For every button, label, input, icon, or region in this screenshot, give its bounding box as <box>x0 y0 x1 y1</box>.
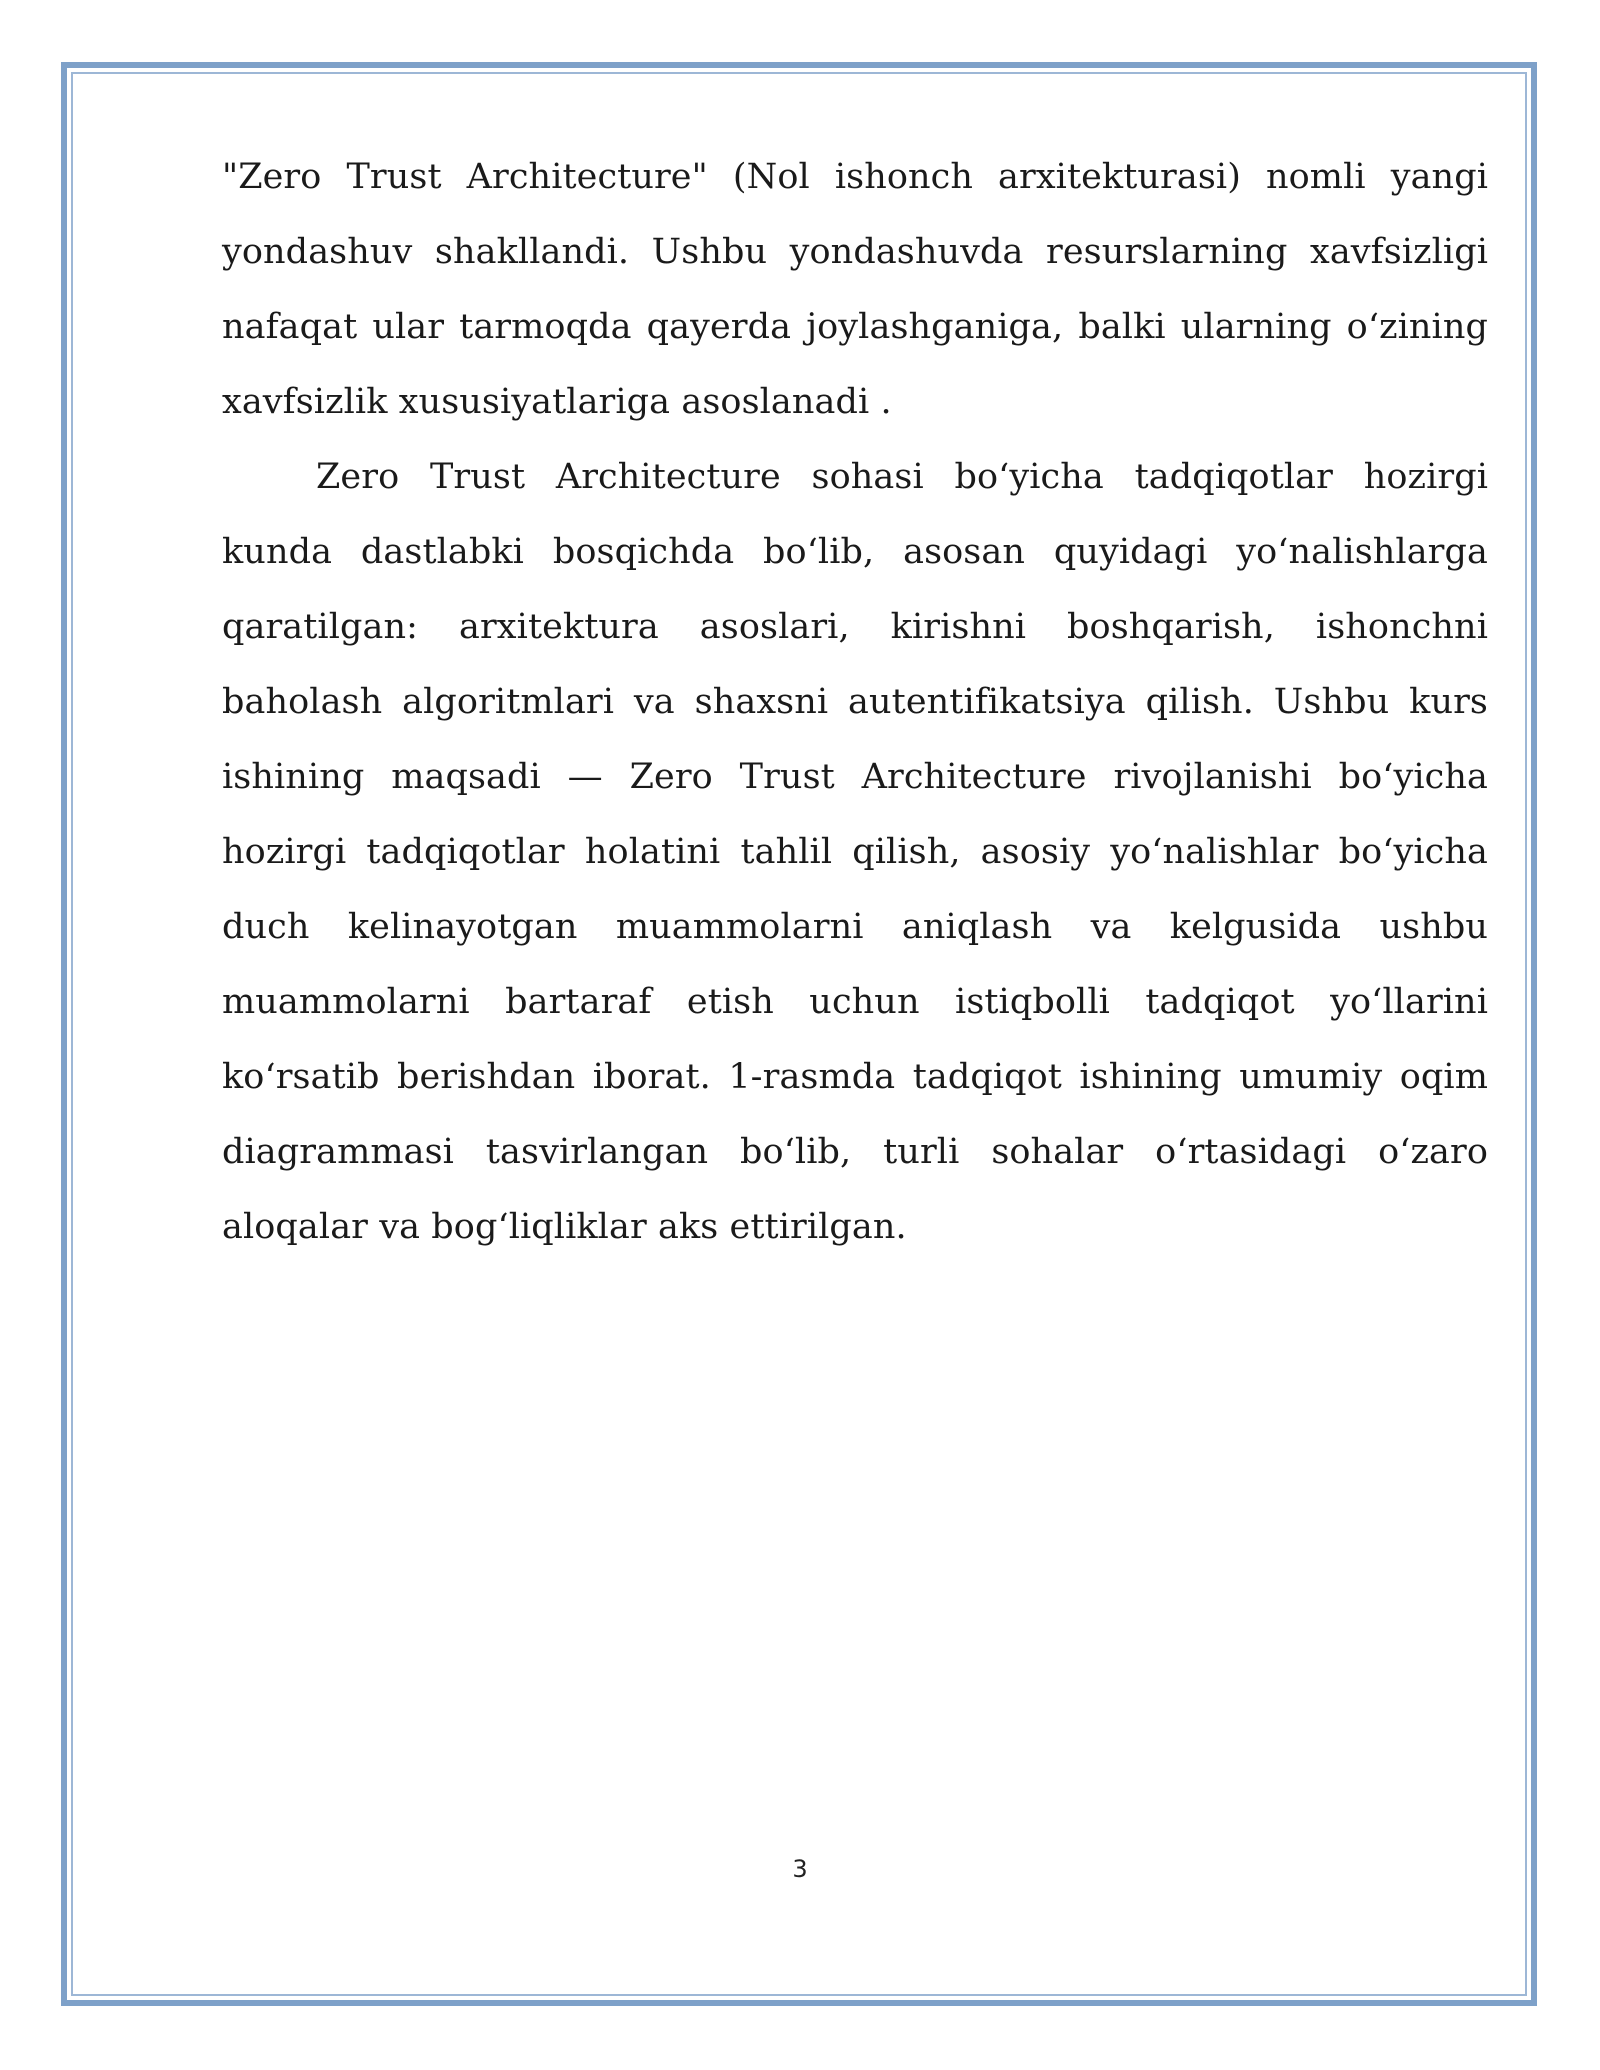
page-number: 3 <box>792 1855 808 1883</box>
paragraph-1: "Zero Trust Architecture" (Nol ishonch arxitekturasi) nomli yangi yondashuv shakllandi. Ushbu yondashuvda resurslarning xavfsizligi nafaqat ular tarmoqda qayerda joylashganiga, balki ularning o‘zining xavfsizlik xususiyatlariga asoslanadi . <box>222 157 1488 422</box>
paragraph-2: Zero Trust Architecture sohasi bo‘yicha tadqiqotlar hozirgi kunda dastlabki bosqichda bo‘lib, asosan quyidagi yo‘nalishlarga qaratilgan: arxitektura asoslari, kirishni boshqarish, ishonchni baholash algoritmlari va shaxsni autentifikatsiya qilish. Ushbu kurs ishining maqsadi — Zero Trust Architecture rivojlanishi bo‘yicha hozirgi tadqiqotlar holatini tahlil qilish, asosiy yo‘nalishlar bo‘yicha duch kelinayotgan muammolarni aniqlash va kelgusida ushbu muammolarni bartaraf etish uchun istiqbolli tadqiqot yo‘llarini ko‘rsatib berishdan iborat. 1-rasmda tadqiqot ishining umumiy oqim diagrammasi tasvirlangan bo‘lib, turli sohalar o‘rtasidagi o‘zaro aloqalar va bog‘liqliklar aks ettirilgan. <box>222 457 1488 1247</box>
document-body <box>222 140 1488 1265</box>
